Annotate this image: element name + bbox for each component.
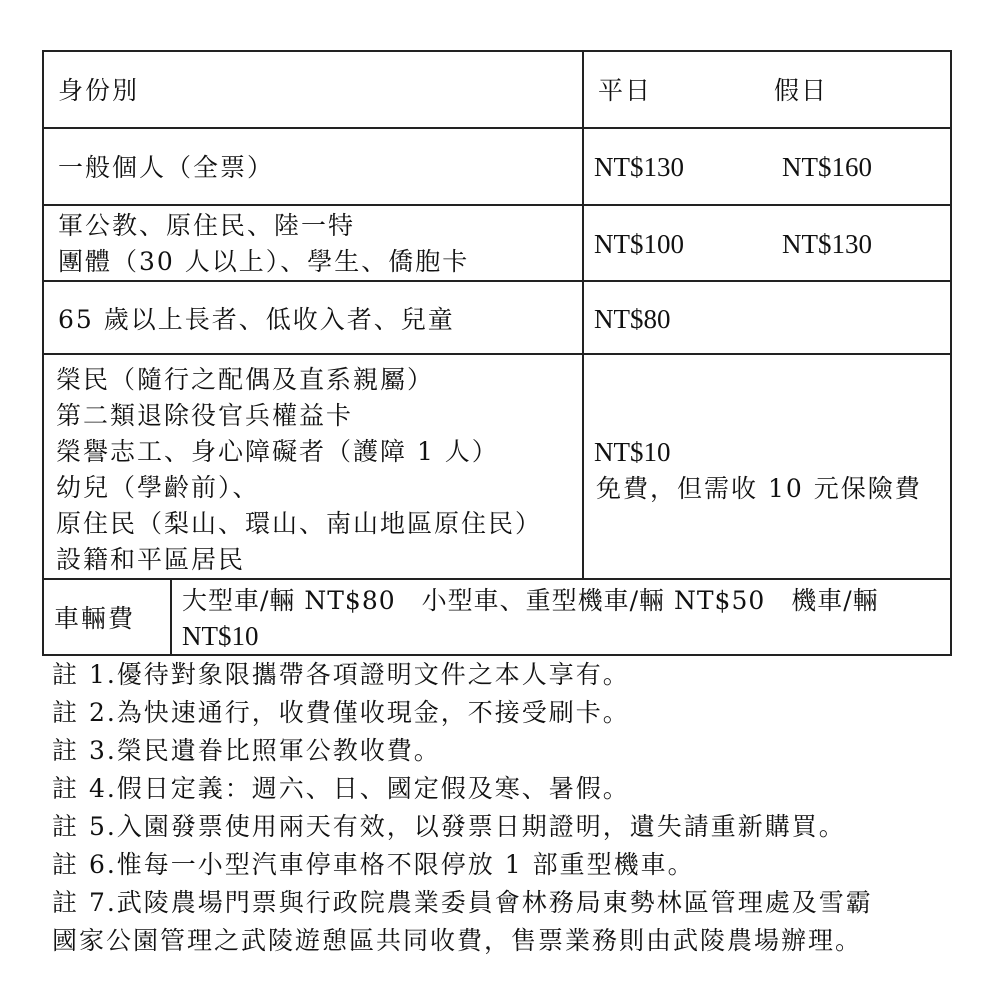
identity-line: 軍公教、原住民、陸一特 (58, 211, 356, 240)
price-line: NT$10 (594, 437, 671, 467)
note-item: 註 1.優待對象限攜帶各項證明文件之本人享有。 (52, 660, 630, 689)
table-row (42, 204, 952, 280)
header-weekday: 平日 (598, 76, 653, 105)
note-item: 註 5.入園發票使用兩天有效，以發票日期證明，遺失請重新購買。 (52, 812, 846, 841)
note-item: 註 4.假日定義：週六、日、國定假及寒、暑假。 (52, 774, 630, 803)
table-row (42, 127, 952, 204)
header-row (42, 50, 952, 127)
header-price-cell (584, 52, 950, 127)
identity-line: 幼兒（學齡前）、 (56, 473, 260, 502)
price-cell (584, 282, 950, 353)
identity-cell (44, 129, 584, 204)
header-identity-cell (44, 52, 584, 127)
identity-line: 榮譽志工、身心障礙者（護障 1 人） (56, 437, 499, 466)
identity-line: 榮民（隨行之配偶及直系親屬） (56, 365, 435, 394)
identity-cell (44, 206, 584, 280)
holiday-price: NT$160 (782, 152, 872, 182)
header-holiday: 假日 (774, 76, 829, 105)
note-item: 國家公園管理之武陵遊憩區共同收費，售票業務則由武陵農場辦理。 (52, 926, 863, 955)
identity-cell (44, 282, 584, 353)
vehicle-fee-cell (172, 580, 950, 654)
weekday-price: NT$130 (594, 152, 684, 182)
identity-line: 設籍和平區居民 (56, 545, 246, 574)
identity-line: 第二類退除役官兵權益卡 (56, 401, 354, 430)
vehicle-fee-line: NT$10 (182, 621, 259, 651)
vehicle-label: 車輛費 (54, 604, 136, 633)
holiday-price: NT$130 (782, 229, 872, 259)
vehicle-row (42, 578, 952, 654)
vehicle-fee-line: 大型車/輛 NT$80 小型車、重型機車/輛 NT$50 機車/輛 (182, 586, 879, 615)
note-item: 註 2.為快速通行，收費僅收現金，不接受刷卡。 (52, 698, 630, 727)
header-identity: 身份別 (58, 76, 140, 105)
identity-cell (44, 355, 584, 578)
note-item: 註 7.武陵農場門票與行政院農業委員會林務局東勢林區管理處及雪霸 (52, 888, 873, 917)
weekday-price: NT$100 (594, 229, 684, 259)
vehicle-label-cell (44, 580, 172, 654)
table-row (42, 353, 952, 578)
identity-line: 團體（30 人以上）、學生、僑胞卡 (58, 247, 470, 276)
price-cell (584, 206, 950, 280)
weekday-price: NT$80 (594, 304, 671, 334)
price-line: 免費，但需收 10 元保險費 (596, 474, 922, 503)
identity-line: 原住民（梨山、環山、南山地區原住民） (56, 509, 543, 538)
price-cell (584, 355, 950, 578)
notes-section (52, 656, 972, 960)
note-item: 註 6.惟每一小型汽車停車格不限停放 1 部重型機車。 (52, 850, 695, 879)
table-row (42, 280, 952, 353)
price-cell (584, 129, 950, 204)
note-item: 註 3.榮民遺眷比照軍公教收費。 (52, 736, 441, 765)
identity-line: 一般個人（全票） (58, 153, 275, 182)
identity-line: 65 歲以上長者、低收入者、兒童 (58, 305, 455, 334)
